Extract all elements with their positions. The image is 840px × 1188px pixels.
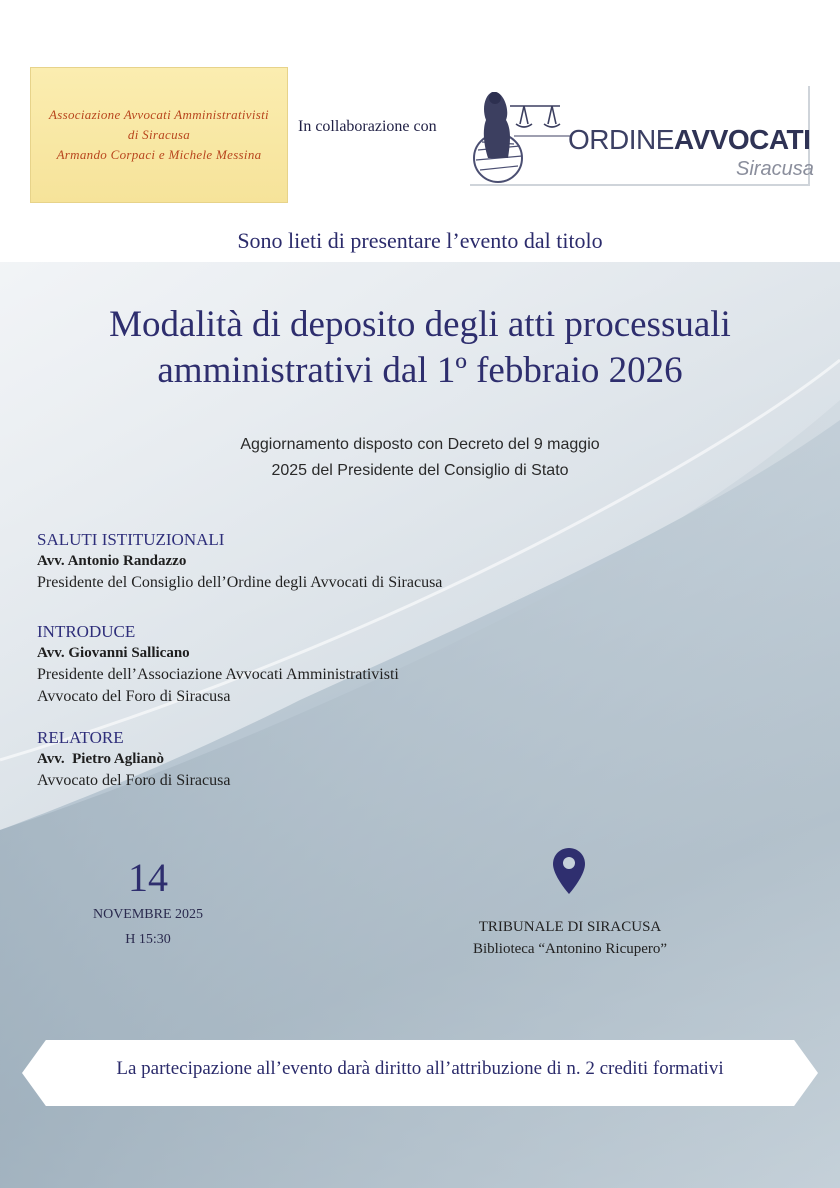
event-subtitle-line: Aggiornamento disposto con Decreto del 9 maggio (240, 436, 600, 453)
event-title (40, 302, 800, 394)
event-venue (400, 916, 740, 960)
justice-statue-icon (470, 86, 580, 186)
ordine-word: ORDINE (568, 124, 674, 155)
speaker-name: Avv. Antonio Randazzo (37, 553, 187, 569)
event-title-line: amministrativi dal 1º febbraio 2026 (157, 350, 683, 391)
speaker-role: Presidente del Consiglio dell’Ordine degli Avvocati di Siracusa (37, 574, 443, 591)
event-hour: H 15:30 (125, 932, 171, 947)
map-pin-icon (553, 848, 585, 894)
section-relatore (37, 728, 737, 792)
event-day: 14 (128, 855, 168, 900)
section-heading: SALUTI ISTITUZIONALI (37, 530, 225, 549)
collaboration-text: In collaborazione con (298, 118, 437, 135)
intro-text: Sono lieti di presentare l’evento dal titolo (237, 228, 603, 253)
association-logo-line: di Siracusa (127, 127, 191, 142)
section-introduce (37, 622, 737, 708)
speaker-name: Avv. Pietro Aglianò (37, 751, 164, 767)
ordine-avvocati-wordmark (568, 124, 810, 156)
event-title-line: Modalità di deposito degli atti processuali (109, 304, 731, 345)
section-saluti (37, 530, 737, 594)
association-logo (30, 67, 288, 203)
avvocati-word: AVVOCATI (673, 124, 811, 155)
association-logo-line: Armando Corpaci e Michele Messina (56, 147, 262, 162)
event-date (60, 855, 236, 953)
event-subtitle-line: 2025 del Presidente del Consiglio di Stato (271, 462, 569, 479)
speaker-role: Presidente dell’Associazione Avvocati Amministrativisti (37, 666, 399, 683)
section-heading: RELATORE (37, 728, 124, 747)
section-heading: INTRODUCE (37, 622, 136, 641)
event-month-year: NOVEMBRE 2025 (92, 907, 204, 922)
speaker-name: Avv. Giovanni Sallicano (37, 645, 190, 661)
speaker-role: Avvocato del Foro di Siracusa (37, 688, 231, 705)
credits-text: La partecipazione all’evento darà diritto all’attribuzione di n. 2 crediti formativi (116, 1058, 724, 1079)
association-logo-line: Associazione Avvocati Amministrativisti (49, 107, 269, 122)
speaker-role: Avvocato del Foro di Siracusa (37, 772, 231, 789)
ordine-city: Siracusa (736, 158, 814, 180)
venue-room: Biblioteca “Antonino Ricupero” (472, 941, 668, 957)
event-subtitle (80, 432, 760, 484)
venue-name: TRIBUNALE DI SIRACUSA (478, 919, 662, 935)
